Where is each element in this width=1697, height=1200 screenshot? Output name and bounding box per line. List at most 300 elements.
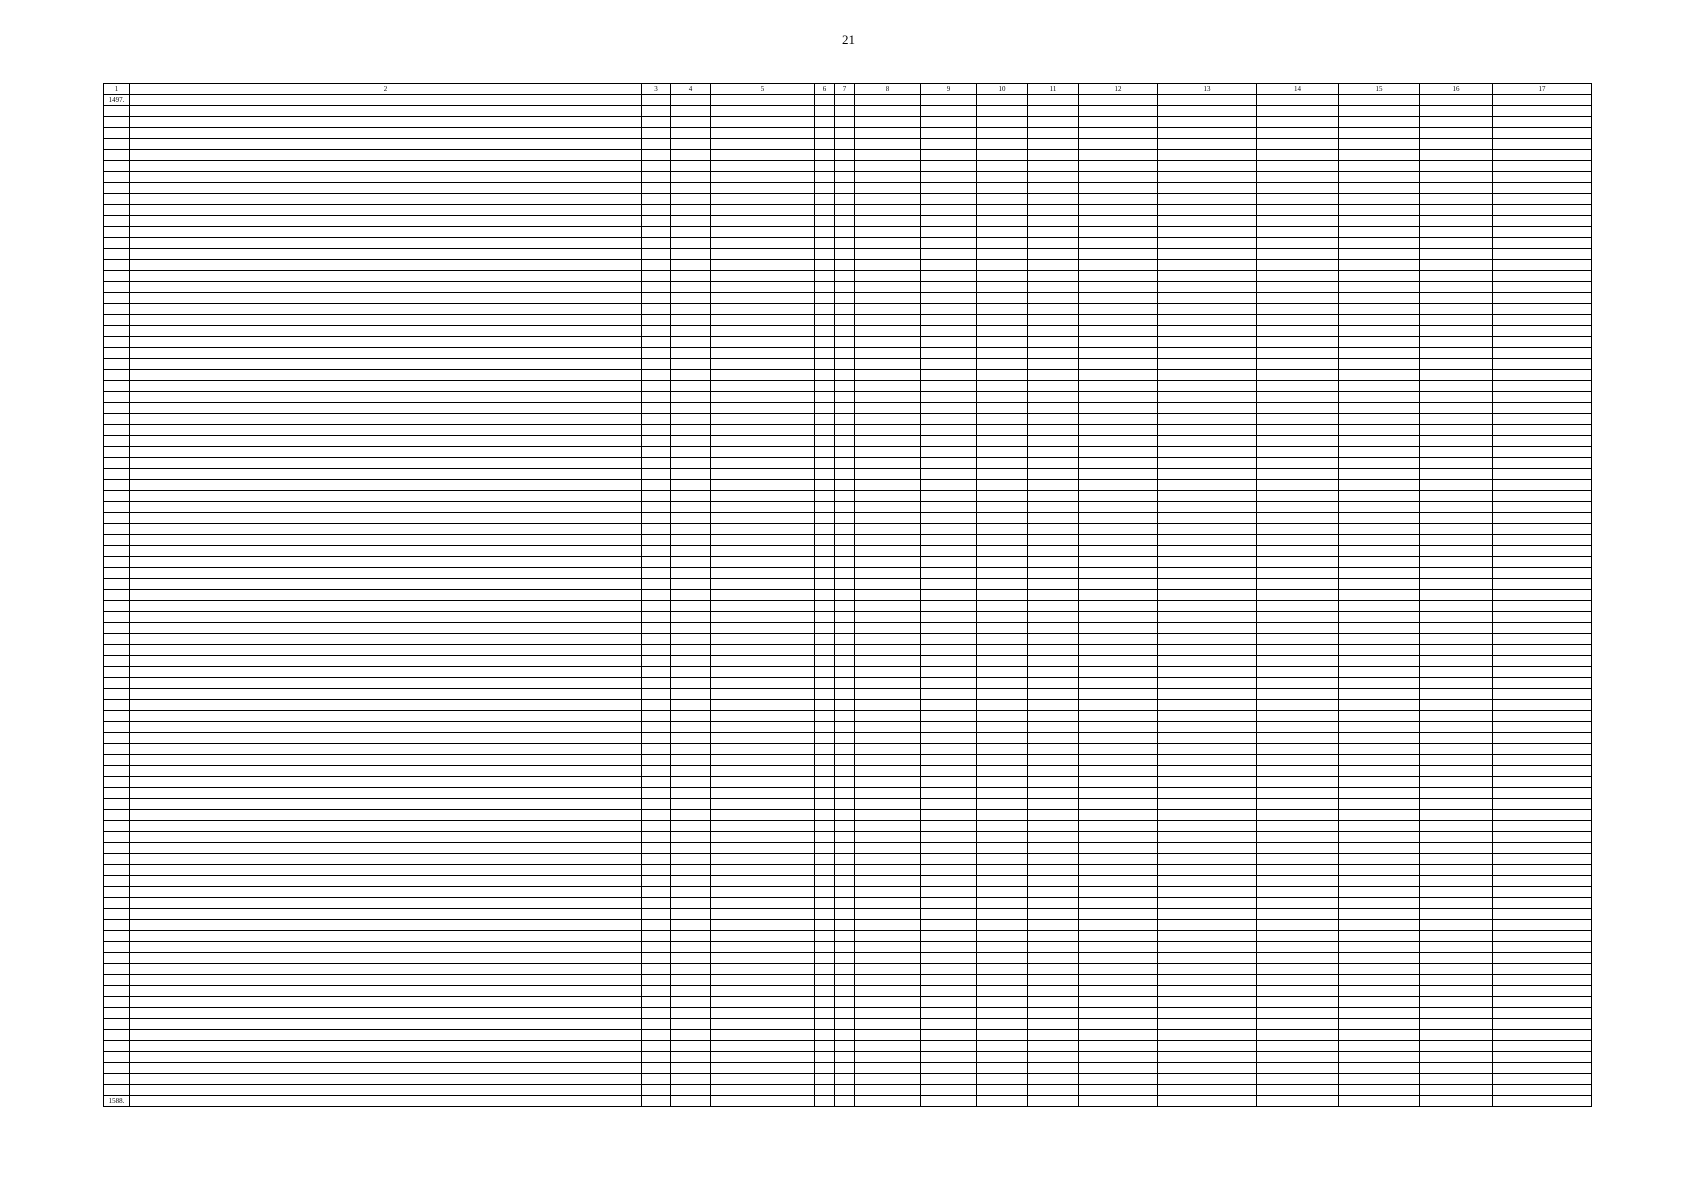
- table-cell: [711, 689, 815, 700]
- table-cell: [1028, 546, 1079, 557]
- table-cell: [977, 1085, 1028, 1096]
- table-cell: [1028, 1041, 1079, 1052]
- table-row: [104, 623, 1592, 634]
- table-cell: [642, 348, 671, 359]
- table-row: [104, 315, 1592, 326]
- row-number-cell: [104, 700, 130, 711]
- table-cell: [1493, 392, 1592, 403]
- row-number-cell: [104, 579, 130, 590]
- row-number-cell: [104, 986, 130, 997]
- table-cell: [1028, 568, 1079, 579]
- table-cell: [642, 678, 671, 689]
- table-cell: [711, 744, 815, 755]
- column-number: 1: [104, 84, 130, 95]
- table-cell: [855, 227, 921, 238]
- address-cell: [130, 579, 642, 590]
- table-cell: [1339, 1041, 1420, 1052]
- row-number-cell: [104, 227, 130, 238]
- table-cell: [977, 469, 1028, 480]
- table-cell: [671, 260, 711, 271]
- table-cell: [1257, 810, 1339, 821]
- table-cell: [1257, 964, 1339, 975]
- table-cell: [642, 106, 671, 117]
- table-row: [104, 381, 1592, 392]
- table-cell: [671, 865, 711, 876]
- table-cell: [1420, 447, 1493, 458]
- table-cell: [1420, 271, 1493, 282]
- table-cell: [1079, 260, 1158, 271]
- table-cell: [642, 282, 671, 293]
- table-cell: [1493, 711, 1592, 722]
- table-cell: [642, 975, 671, 986]
- table-row: [104, 733, 1592, 744]
- address-cell: [130, 997, 642, 1008]
- table-cell: [1420, 810, 1493, 821]
- address-cell: [130, 975, 642, 986]
- table-cell: [711, 931, 815, 942]
- table-cell: [855, 865, 921, 876]
- table-cell: [977, 447, 1028, 458]
- table-cell: [1339, 568, 1420, 579]
- table-cell: [1079, 1096, 1158, 1107]
- table-row: [104, 293, 1592, 304]
- table-cell: [711, 480, 815, 491]
- table-cell: [1257, 678, 1339, 689]
- table-cell: [815, 568, 835, 579]
- table-cell: [1079, 799, 1158, 810]
- table-cell: [642, 1008, 671, 1019]
- address-cell: [130, 370, 642, 381]
- table-cell: [855, 150, 921, 161]
- table-cell: [1158, 821, 1257, 832]
- table-cell: [1158, 953, 1257, 964]
- table-cell: [671, 623, 711, 634]
- table-cell: [1158, 348, 1257, 359]
- address-cell: [130, 128, 642, 139]
- table-cell: [977, 788, 1028, 799]
- table-cell: [835, 700, 855, 711]
- table-cell: [1158, 590, 1257, 601]
- table-cell: [1420, 898, 1493, 909]
- table-cell: [835, 183, 855, 194]
- table-cell: [642, 260, 671, 271]
- table-cell: [921, 876, 977, 887]
- address-cell: [130, 150, 642, 161]
- table-cell: [711, 1030, 815, 1041]
- table-cell: [642, 370, 671, 381]
- table-cell: [1420, 183, 1493, 194]
- table-cell: [977, 733, 1028, 744]
- table-cell: [815, 557, 835, 568]
- table-cell: [1079, 513, 1158, 524]
- table-cell: [1257, 623, 1339, 634]
- row-number-cell: [104, 524, 130, 535]
- table-cell: [1493, 326, 1592, 337]
- table-cell: [1028, 480, 1079, 491]
- table-cell: [921, 689, 977, 700]
- table-cell: [711, 469, 815, 480]
- table-cell: [855, 623, 921, 634]
- table-cell: [1079, 403, 1158, 414]
- table-cell: [1339, 678, 1420, 689]
- table-cell: [1420, 854, 1493, 865]
- table-cell: [642, 403, 671, 414]
- table-cell: [1493, 480, 1592, 491]
- row-number-cell: [104, 128, 130, 139]
- table-cell: [1420, 975, 1493, 986]
- table-cell: [1257, 216, 1339, 227]
- table-cell: [977, 931, 1028, 942]
- table-cell: [1028, 238, 1079, 249]
- table-cell: [977, 755, 1028, 766]
- table-cell: [1079, 810, 1158, 821]
- table-cell: [1158, 546, 1257, 557]
- table-cell: [921, 524, 977, 535]
- table-cell: [1257, 436, 1339, 447]
- table-cell: [1339, 1096, 1420, 1107]
- row-number-cell: [104, 535, 130, 546]
- table-cell: [977, 95, 1028, 106]
- table-cell: [815, 447, 835, 458]
- table-cell: [642, 546, 671, 557]
- table-cell: [977, 898, 1028, 909]
- table-cell: [1420, 535, 1493, 546]
- table-cell: [711, 810, 815, 821]
- row-number-cell: [104, 381, 130, 392]
- table-cell: [977, 777, 1028, 788]
- table-cell: [835, 227, 855, 238]
- table-cell: [977, 304, 1028, 315]
- table-cell: [1079, 1008, 1158, 1019]
- table-cell: [1028, 260, 1079, 271]
- table-cell: [671, 469, 711, 480]
- table-cell: [711, 238, 815, 249]
- table-cell: [642, 161, 671, 172]
- column-number: 2: [130, 84, 642, 95]
- address-cell: [130, 788, 642, 799]
- table-cell: [1339, 777, 1420, 788]
- table-cell: [1493, 106, 1592, 117]
- column-number: 13: [1158, 84, 1257, 95]
- table-cell: [1257, 150, 1339, 161]
- table-cell: [711, 898, 815, 909]
- table-cell: [1420, 117, 1493, 128]
- table-cell: [977, 205, 1028, 216]
- table-cell: [977, 535, 1028, 546]
- table-cell: [642, 359, 671, 370]
- table-cell: [1339, 1085, 1420, 1096]
- table-row: [104, 480, 1592, 491]
- row-number-cell: [104, 337, 130, 348]
- table-cell: [921, 1030, 977, 1041]
- table-cell: [815, 898, 835, 909]
- table-cell: [1493, 271, 1592, 282]
- table-cell: [977, 194, 1028, 205]
- row-number-cell: [104, 491, 130, 502]
- table-cell: [711, 1063, 815, 1074]
- table-cell: [1028, 249, 1079, 260]
- row-number-cell: [104, 249, 130, 260]
- table-cell: [1028, 436, 1079, 447]
- table-cell: [1079, 645, 1158, 656]
- table-cell: [1493, 898, 1592, 909]
- table-cell: [977, 392, 1028, 403]
- table-cell: [1339, 645, 1420, 656]
- table-cell: [835, 1019, 855, 1030]
- row-number-cell: [104, 590, 130, 601]
- table-cell: [1339, 337, 1420, 348]
- table-cell: [815, 821, 835, 832]
- table-cell: [815, 744, 835, 755]
- table-cell: [855, 106, 921, 117]
- table-cell: [1158, 568, 1257, 579]
- address-cell: [130, 909, 642, 920]
- table-cell: [855, 194, 921, 205]
- address-cell: [130, 1085, 642, 1096]
- table-cell: [711, 502, 815, 513]
- table-cell: [1028, 645, 1079, 656]
- table-cell: [1493, 172, 1592, 183]
- table-cell: [921, 656, 977, 667]
- table-cell: [671, 634, 711, 645]
- table-cell: [671, 755, 711, 766]
- row-number-cell: [104, 997, 130, 1008]
- table-cell: [1257, 953, 1339, 964]
- table-cell: [1158, 700, 1257, 711]
- table-cell: [642, 326, 671, 337]
- table-cell: [1158, 788, 1257, 799]
- row-number-cell: [104, 733, 130, 744]
- table-cell: [1158, 612, 1257, 623]
- table-cell: [1493, 645, 1592, 656]
- table-cell: [1079, 227, 1158, 238]
- table-cell: [855, 414, 921, 425]
- table-cell: [1339, 348, 1420, 359]
- table-cell: [642, 766, 671, 777]
- table-cell: [835, 282, 855, 293]
- table-cell: [855, 502, 921, 513]
- table-cell: [1493, 95, 1592, 106]
- table-cell: [1028, 139, 1079, 150]
- table-cell: [642, 502, 671, 513]
- table-cell: [711, 535, 815, 546]
- table-cell: [1420, 557, 1493, 568]
- table-cell: [835, 1063, 855, 1074]
- table-cell: [1493, 590, 1592, 601]
- table-cell: [855, 777, 921, 788]
- table-cell: [671, 480, 711, 491]
- table-cell: [1257, 183, 1339, 194]
- table-cell: [1158, 194, 1257, 205]
- table-cell: [815, 271, 835, 282]
- table-cell: [711, 370, 815, 381]
- table-cell: [642, 524, 671, 535]
- table-cell: [1339, 535, 1420, 546]
- table-row: [104, 898, 1592, 909]
- table-cell: [671, 524, 711, 535]
- table-cell: [835, 689, 855, 700]
- table-cell: [921, 271, 977, 282]
- address-cell: [130, 238, 642, 249]
- table-cell: [921, 249, 977, 260]
- table-cell: [1420, 953, 1493, 964]
- table-cell: [855, 689, 921, 700]
- table-cell: [1339, 689, 1420, 700]
- row-number-cell: [104, 425, 130, 436]
- address-cell: [130, 700, 642, 711]
- table-cell: [1420, 392, 1493, 403]
- table-cell: [671, 788, 711, 799]
- table-cell: [1493, 1085, 1592, 1096]
- table-row: [104, 194, 1592, 205]
- table-cell: [711, 546, 815, 557]
- table-cell: [1420, 590, 1493, 601]
- table-cell: [1158, 359, 1257, 370]
- table-cell: [1028, 392, 1079, 403]
- table-cell: [1257, 502, 1339, 513]
- table-cell: [671, 711, 711, 722]
- table-cell: [1028, 656, 1079, 667]
- table-cell: [1420, 788, 1493, 799]
- table-cell: [1158, 95, 1257, 106]
- table-cell: [1420, 997, 1493, 1008]
- table-cell: [671, 854, 711, 865]
- table-cell: [977, 106, 1028, 117]
- table-cell: [921, 436, 977, 447]
- row-number-cell: [104, 150, 130, 161]
- table-cell: [1079, 491, 1158, 502]
- table-cell: [1079, 986, 1158, 997]
- table-cell: [1339, 150, 1420, 161]
- table-cell: [1420, 293, 1493, 304]
- table-cell: [815, 612, 835, 623]
- table-cell: [977, 986, 1028, 997]
- table-cell: [815, 634, 835, 645]
- table-cell: [977, 964, 1028, 975]
- table-cell: [1158, 810, 1257, 821]
- table-cell: [855, 744, 921, 755]
- table-cell: [1158, 304, 1257, 315]
- address-cell: [130, 1030, 642, 1041]
- table-cell: [1257, 414, 1339, 425]
- table-cell: [711, 106, 815, 117]
- row-number-cell: [104, 777, 130, 788]
- table-cell: [815, 865, 835, 876]
- table-cell: [1079, 953, 1158, 964]
- table-cell: [855, 986, 921, 997]
- table-cell: [921, 491, 977, 502]
- table-cell: [1493, 128, 1592, 139]
- table-cell: [1420, 1052, 1493, 1063]
- table-cell: [671, 777, 711, 788]
- table-cell: [1079, 194, 1158, 205]
- table-cell: [921, 348, 977, 359]
- table-cell: [711, 843, 815, 854]
- table-cell: [1079, 447, 1158, 458]
- table-cell: [1028, 172, 1079, 183]
- table-cell: [1257, 172, 1339, 183]
- table-cell: [671, 293, 711, 304]
- row-number-cell: [104, 1063, 130, 1074]
- table-cell: [815, 1041, 835, 1052]
- table-cell: [1257, 348, 1339, 359]
- address-cell: [130, 777, 642, 788]
- column-number: 8: [855, 84, 921, 95]
- row-number-cell: [104, 843, 130, 854]
- table-cell: [671, 370, 711, 381]
- table-cell: [1339, 216, 1420, 227]
- table-cell: [977, 865, 1028, 876]
- table-row: [104, 403, 1592, 414]
- table-cell: [977, 293, 1028, 304]
- table-cell: [1079, 106, 1158, 117]
- table-row: [104, 953, 1592, 964]
- table-cell: [977, 942, 1028, 953]
- row-number-cell: [104, 1008, 130, 1019]
- table-cell: [1493, 139, 1592, 150]
- table-cell: [1257, 656, 1339, 667]
- table-cell: [815, 645, 835, 656]
- table-cell: [815, 238, 835, 249]
- table-row: [104, 348, 1592, 359]
- row-number-cell: [104, 1030, 130, 1041]
- row-number-cell: [104, 315, 130, 326]
- table-cell: [1493, 689, 1592, 700]
- row-number-cell: [104, 810, 130, 821]
- table-cell: [1420, 249, 1493, 260]
- table-cell: [1257, 513, 1339, 524]
- table-cell: [855, 546, 921, 557]
- table-cell: [1493, 557, 1592, 568]
- table-cell: [671, 392, 711, 403]
- table-cell: [711, 700, 815, 711]
- table-cell: [1420, 612, 1493, 623]
- table-cell: [921, 227, 977, 238]
- table-cell: [711, 1096, 815, 1107]
- table-cell: [835, 271, 855, 282]
- table-cell: [835, 1052, 855, 1063]
- table-cell: [1339, 491, 1420, 502]
- table-cell: [855, 359, 921, 370]
- table-cell: [1420, 436, 1493, 447]
- table-cell: [977, 579, 1028, 590]
- table-cell: [1339, 788, 1420, 799]
- table-cell: [815, 172, 835, 183]
- table-cell: [1257, 777, 1339, 788]
- row-number-cell: [104, 623, 130, 634]
- table-cell: [977, 150, 1028, 161]
- row-number-cell: [104, 117, 130, 128]
- table-cell: [671, 876, 711, 887]
- table-cell: [1420, 480, 1493, 491]
- table-cell: [642, 1085, 671, 1096]
- table-cell: [1028, 227, 1079, 238]
- table-cell: [921, 425, 977, 436]
- table-cell: [642, 337, 671, 348]
- table-cell: [921, 953, 977, 964]
- table-cell: [671, 414, 711, 425]
- table-cell: [1493, 700, 1592, 711]
- table-cell: [1339, 249, 1420, 260]
- table-cell: [1257, 491, 1339, 502]
- table-cell: [1339, 766, 1420, 777]
- table-cell: [1028, 590, 1079, 601]
- row-number-cell: [104, 238, 130, 249]
- table-cell: [642, 425, 671, 436]
- table-cell: [1420, 942, 1493, 953]
- address-cell: [130, 568, 642, 579]
- table-cell: [855, 1008, 921, 1019]
